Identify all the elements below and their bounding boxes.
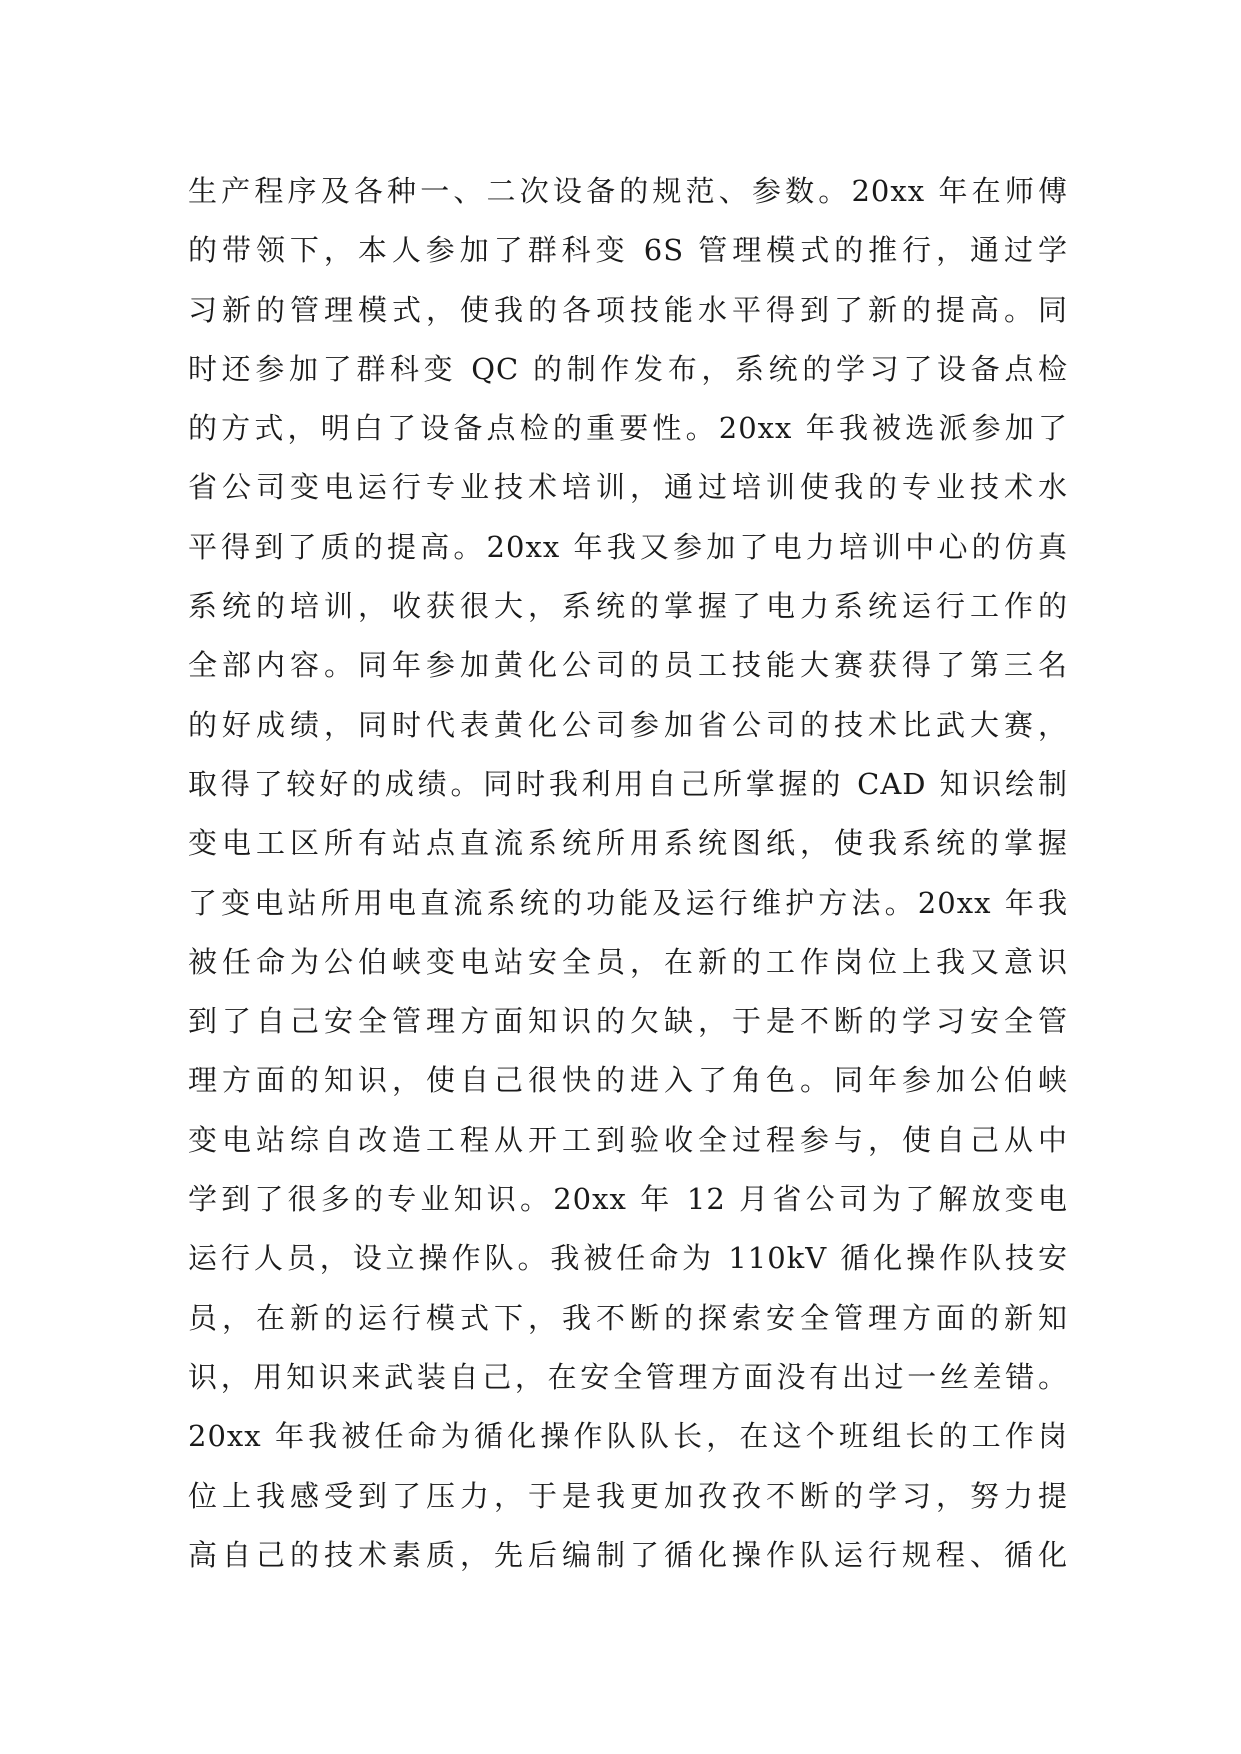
text-line: 平得到了质的提高。20xx 年我又参加了电力培训中心的仿真 [188,529,1068,564]
text-line: 的好成绩，同时代表黄化公司参加省公司的技术比武大赛， [188,707,1068,742]
body-text [188,162,1068,1585]
text-line: 生产程序及各种一、二次设备的规范、参数。20xx 年在师傅 [188,174,1068,208]
text-line: 理方面的知识，使自己很快的进入了角色。同年参加公伯峡 [188,1063,1068,1098]
text-line: 省公司变电运行专业技术培训，通过培训使我的专业技术水 [188,470,1068,505]
text-line: 员，在新的运行模式下，我不断的探索安全管理方面的新知 [188,1300,1068,1335]
text-line: 时还参加了群科变 QC 的制作发布，系统的学习了设备点检 [188,351,1068,386]
text-line: 识，用知识来武装自己，在安全管理方面没有出过一丝差错。 [188,1359,1068,1394]
text-line: 20xx 年我被任命为循化操作队队长，在这个班组长的工作岗 [188,1419,1068,1454]
text-line: 全部内容。同年参加黄化公司的员工技能大赛获得了第三名 [188,648,1068,683]
text-line: 学到了很多的专业知识。20xx 年 12 月省公司为了解放变电 [188,1182,1068,1217]
text-line: 的带领下，本人参加了群科变 6S 管理模式的推行，通过学 [188,233,1068,268]
text-line: 到了自己安全管理方面知识的欠缺，于是不断的学习安全管 [188,1004,1068,1039]
text-line: 的方式，明白了设备点检的重要性。20xx 年我被选派参加了 [188,411,1068,446]
text-line: 变电站综自改造工程从开工到验收全过程参与，使自己从中 [188,1122,1068,1157]
text-line: 习新的管理模式，使我的各项技能水平得到了新的提高。同 [188,292,1068,327]
text-line: 运行人员，设立操作队。我被任命为 110kV 循化操作队技安 [188,1241,1068,1276]
text-line: 变电工区所有站点直流系统所用系统图纸，使我系统的掌握 [188,826,1068,861]
text-line: 取得了较好的成绩。同时我利用自己所掌握的 CAD 知识绘制 [188,766,1068,801]
text-line: 被任命为公伯峡变电站安全员，在新的工作岗位上我又意识 [188,944,1068,979]
text-line: 系统的培训，收获很大，系统的掌握了电力系统运行工作的 [188,589,1068,624]
text-line: 了变电站所用电直流系统的功能及运行维护方法。20xx 年我 [188,885,1068,920]
text-line: 高自己的技术素质，先后编制了循化操作队运行规程、循化 [188,1537,1068,1572]
text-line: 位上我感受到了压力，于是我更加孜孜不断的学习，努力提 [188,1478,1068,1513]
